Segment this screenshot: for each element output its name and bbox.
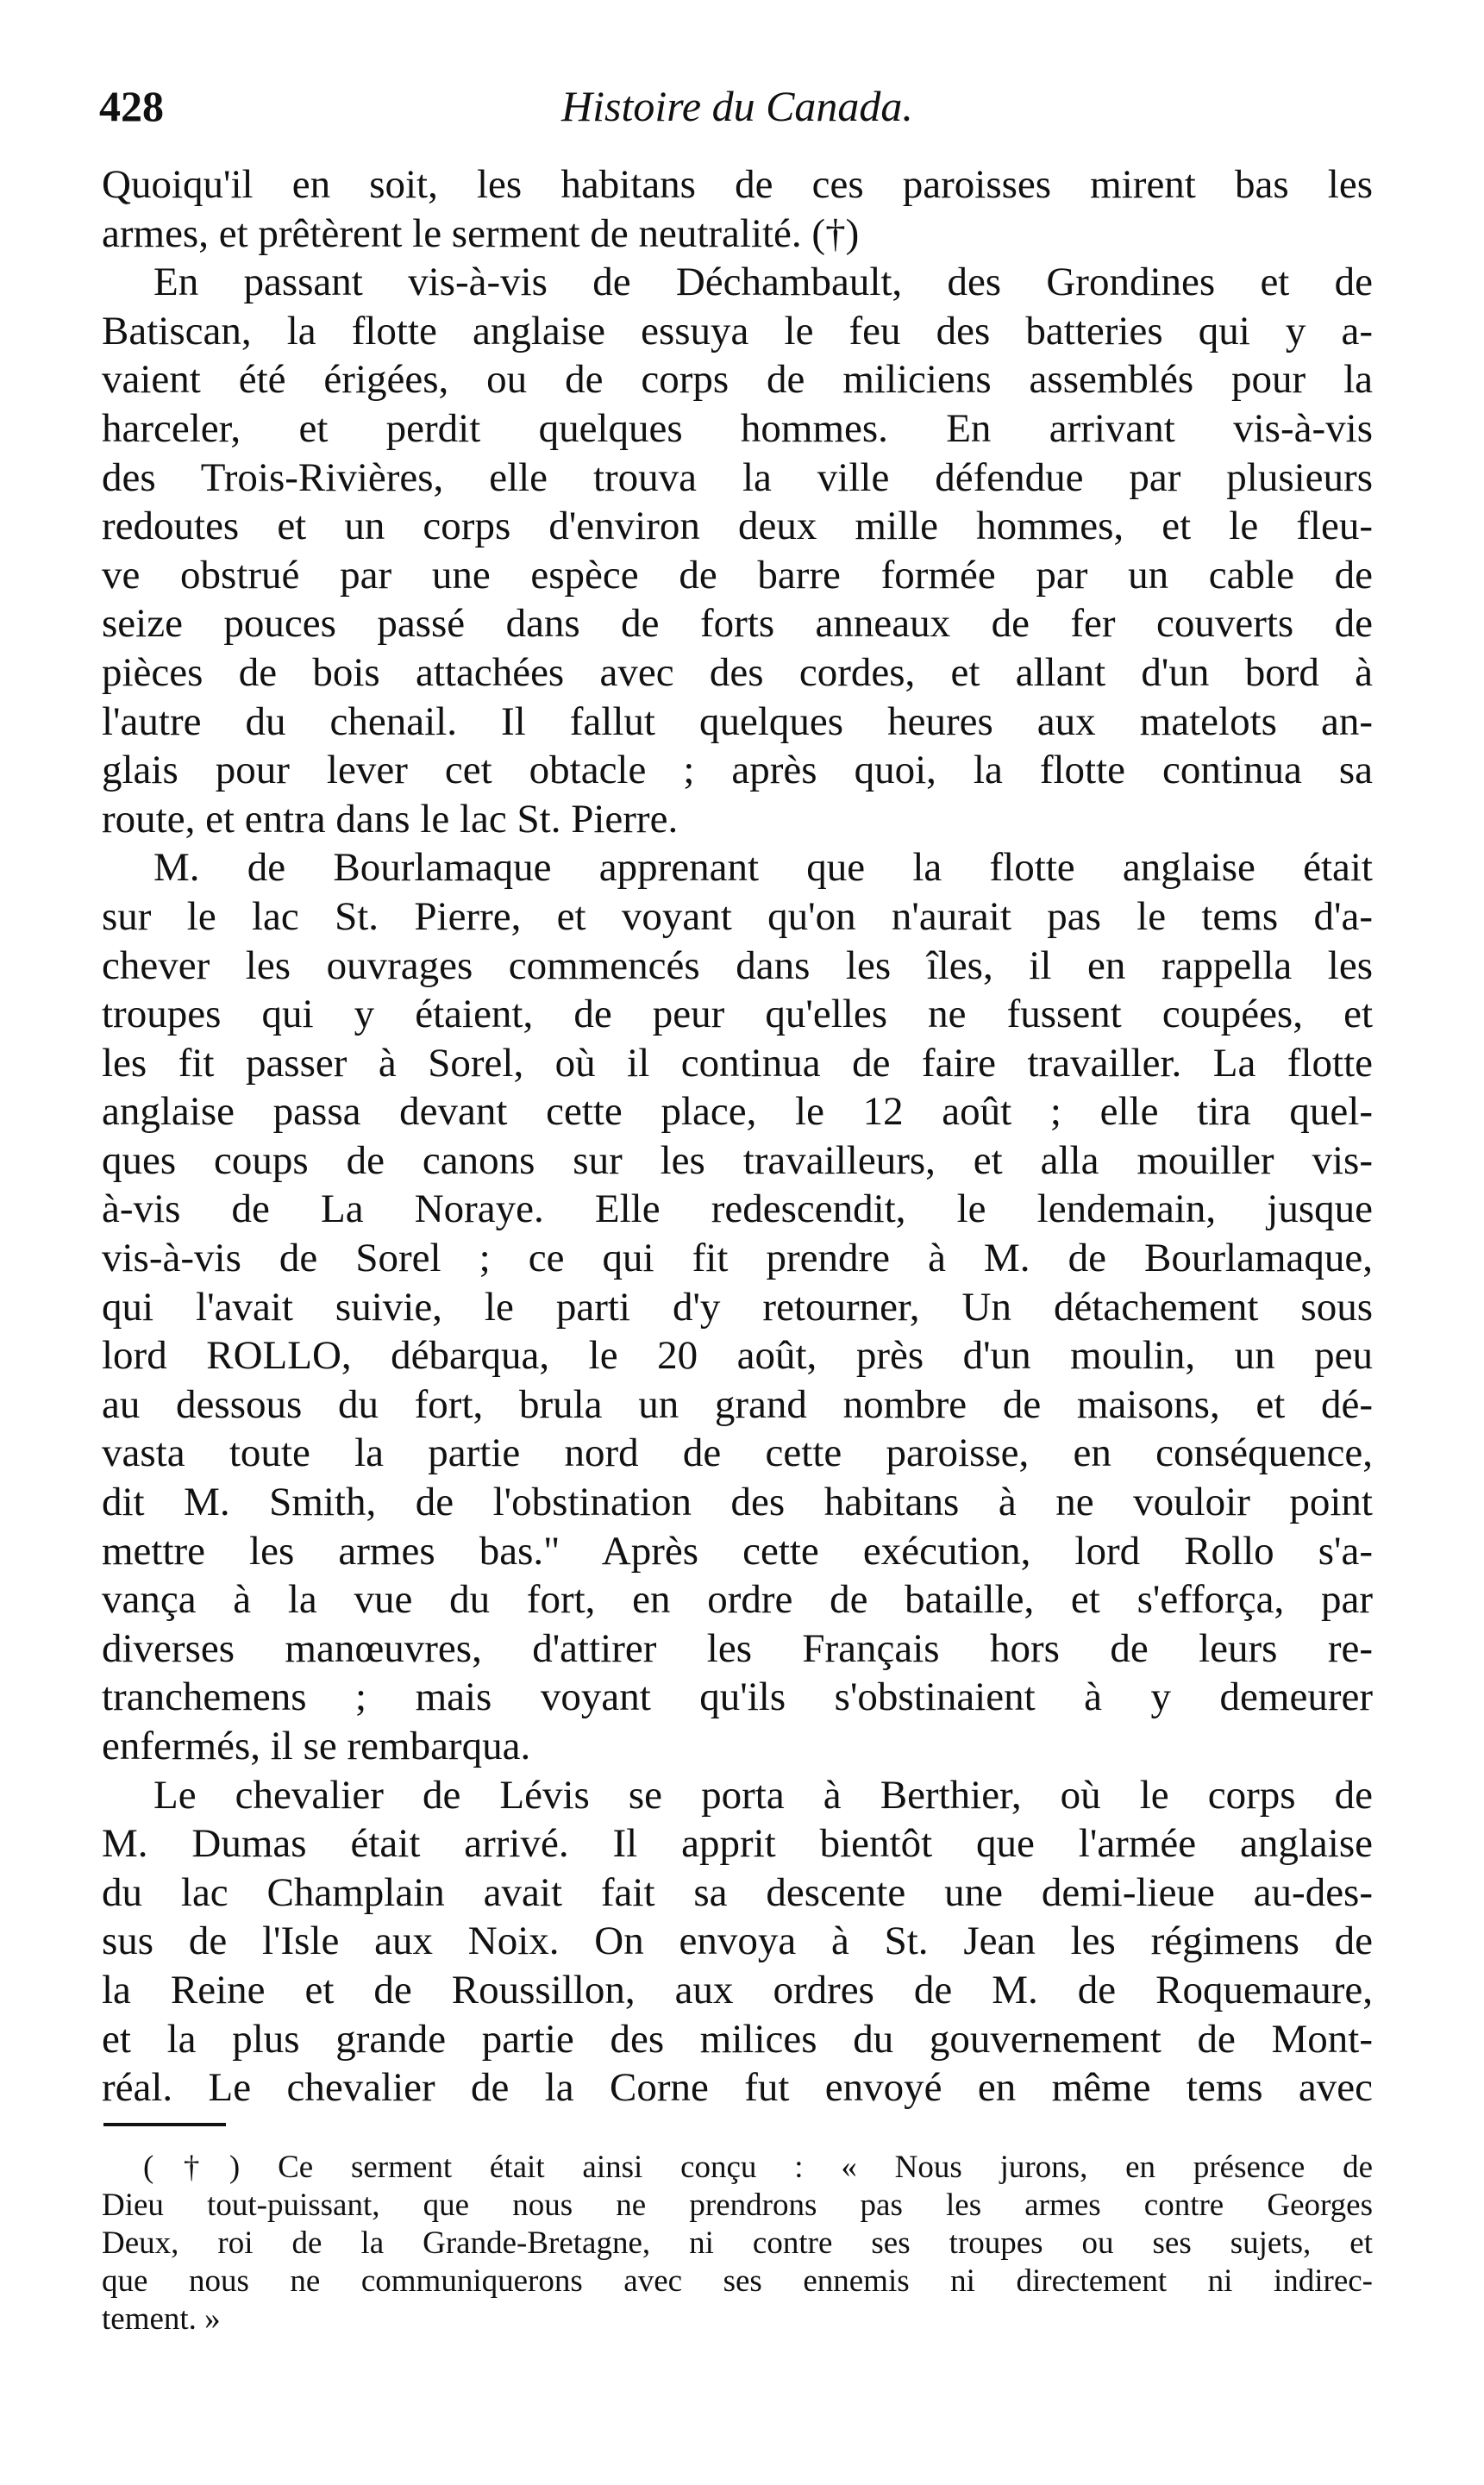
text-line: au dessous du fort, brula un grand nombre de maisons, et dé- <box>102 1381 1373 1427</box>
text-line: des Trois-Rivières, elle trouva la ville défendue par plusieurs <box>102 454 1373 500</box>
text-line: Batiscan, la flotte anglaise essuya le feu des batteries qui y a- <box>102 308 1373 354</box>
text-line: troupes qui y étaient, de peur qu'elles ne fussent coupées, et <box>102 992 1373 1037</box>
text-line: enfermés, il se rembarqua. <box>102 1724 531 1768</box>
text-line: vança à la vue du fort, en ordre de bataille, et s'efforça, par <box>102 1577 1373 1623</box>
text-line: glais pour lever cet obtacle ; après quoi, la flotte continua sa <box>102 748 1373 793</box>
footnote <box>102 2149 1373 2338</box>
text-line: pièces de bois attachées avec des cordes, et allant d'un bord à <box>102 649 1373 695</box>
text-line: lord ROLLO, débarqua, le 20 août, près d'un moulin, un peu <box>102 1333 1373 1379</box>
footnote-line: tement. » <box>102 2301 221 2337</box>
text-line: anglaise passa devant cette place, le 12 août ; elle tira quel- <box>102 1089 1373 1135</box>
text-line: la Reine et de Roussillon, aux ordres de M. de Roquemaure, <box>102 1967 1373 2012</box>
text-line: M. de Bourlamaque apprenant que la flotte anglaise était <box>153 845 1373 891</box>
text-line: Quoiqu'il en soit, les habitans de ces paroisses mirent bas les <box>102 162 1373 207</box>
text-line: dit M. Smith, de l'obstination des habitans à ne vouloir point <box>102 1480 1373 1525</box>
text-line: sus de l'Isle aux Noix. On envoya à St. Jean les régimens de <box>102 1919 1373 1964</box>
text-line: Le chevalier de Lévis se porta à Berthier, où le corps de <box>153 1772 1373 1818</box>
running-title: Histoire du Canada. <box>561 82 913 130</box>
text-line: du lac Champlain avait fait sa descente une demi-lieue au-des- <box>102 1869 1373 1915</box>
text-line: chever les ouvrages commencés dans les îles, il en rappella les <box>102 942 1373 988</box>
text-line: tranchemens ; mais voyant qu'ils s'obstinaient à y demeurer <box>102 1674 1373 1720</box>
text-line: redoutes et un corps d'environ deux mille hommes, et le fleu- <box>102 504 1373 549</box>
footnote-line: que nous ne communiquerons avec ses ennemis ni directement ni indirec- <box>102 2263 1373 2299</box>
text-line: les fit passer à Sorel, où il continua de faire travailler. La flotte <box>102 1040 1373 1086</box>
footnote-rule <box>103 2123 226 2126</box>
footnote-line: Deux, roi de la Grande-Bretagne, ni contre ses troupes ou ses sujets, et <box>102 2225 1373 2261</box>
text-line: qui l'avait suivie, le parti d'y retourner, Un détachement sous <box>102 1284 1373 1330</box>
text-line: ve obstrué par une espèce de barre formée par un cable de <box>102 552 1373 598</box>
text-line: à-vis de La Noraye. Elle redescendit, le lendemain, jusque <box>102 1186 1373 1232</box>
text-line: M. Dumas était arrivé. Il apprit bientôt que l'armée anglaise <box>102 1821 1373 1867</box>
text-line: mettre les armes bas." Après cette exécution, lord Rollo s'a- <box>102 1528 1373 1574</box>
text-line: vasta toute la partie nord de cette paroisse, en conséquence, <box>102 1430 1373 1476</box>
text-line: diverses manœuvres, d'attirer les Français hors de leurs re- <box>102 1625 1373 1671</box>
text-line: armes, et prêtèrent le serment de neutralité. (†) <box>102 210 860 256</box>
text-line: En passant vis-à-vis de Déchambault, des Grondines et de <box>153 260 1373 305</box>
footnote-line: (†) Ce serment était ainsi conçu : « Nous jurons, en présence de <box>143 2150 1373 2185</box>
text-line: ques coups de canons sur les travailleurs, et alla mouiller vis- <box>102 1137 1373 1183</box>
text-line: vaient été érigées, ou de corps de miliciens assemblés pour la <box>102 357 1373 403</box>
text-line: réal. Le chevalier de la Corne fut envoyé en même tems avec <box>102 2065 1373 2111</box>
page-number: 428 <box>99 82 164 130</box>
text-line: sur le lac St. Pierre, et voyant qu'on n'aurait pas le tems d'a- <box>102 893 1373 939</box>
text-line: l'autre du chenail. Il fallut quelques heures aux matelots an- <box>102 698 1373 744</box>
body-text <box>102 160 1373 2113</box>
text-line: seize pouces passé dans de forts anneaux de fer couverts de <box>102 601 1373 647</box>
text-line: harceler, et perdit quelques hommes. En arrivant vis-à-vis <box>102 405 1373 451</box>
text-line: vis-à-vis de Sorel ; ce qui fit prendre à M. de Bourlamaque, <box>102 1236 1373 1281</box>
text-line: et la plus grande partie des milices du gouvernement de Mont- <box>102 2016 1373 2062</box>
text-line: route, et entra dans le lac St. Pierre. <box>102 796 679 842</box>
page-header <box>99 76 1375 136</box>
footnote-line: Dieu tout-puissant, que nous ne prendrons pas les armes contre Georges <box>102 2188 1373 2223</box>
